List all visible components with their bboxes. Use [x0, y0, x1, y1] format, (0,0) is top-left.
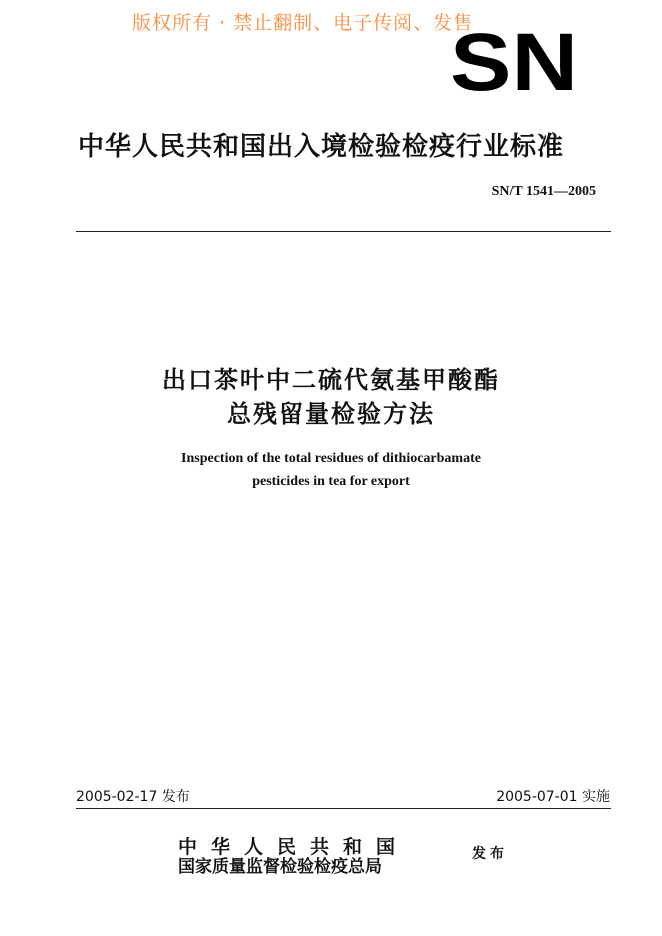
document-title-en-line1: Inspection of the total residues of dithiocarbamate	[181, 451, 481, 466]
issuer-name-line1: 中华人民共和国	[178, 836, 410, 858]
sn-logo-text: SN	[450, 30, 578, 96]
issuer-name-line2: 国家质量监督检验检疫总局	[178, 857, 382, 877]
footer-divider	[76, 808, 611, 809]
standard-code: SN/T 1541—2005	[491, 184, 596, 199]
header-divider	[76, 231, 611, 232]
standard-category-title: 中华人民共和国出入境检验检疫行业标准	[78, 132, 565, 162]
document-title-zh-line1: 出口茶叶中二硫代氨基甲酸酯	[162, 366, 500, 394]
implementation-date: 2005-07-01 实施	[496, 789, 610, 805]
document-title-en-line2: pesticides in tea for export	[252, 474, 410, 489]
document-title-zh-line2: 总残留量检验方法	[227, 400, 435, 428]
issue-date: 2005-02-17 发布	[76, 789, 190, 805]
issuer-action: 发布	[472, 846, 508, 862]
sn-logo	[449, 30, 579, 96]
copyright-watermark: 版权所有 · 禁止翻制、电子传阅、发售	[132, 12, 474, 34]
